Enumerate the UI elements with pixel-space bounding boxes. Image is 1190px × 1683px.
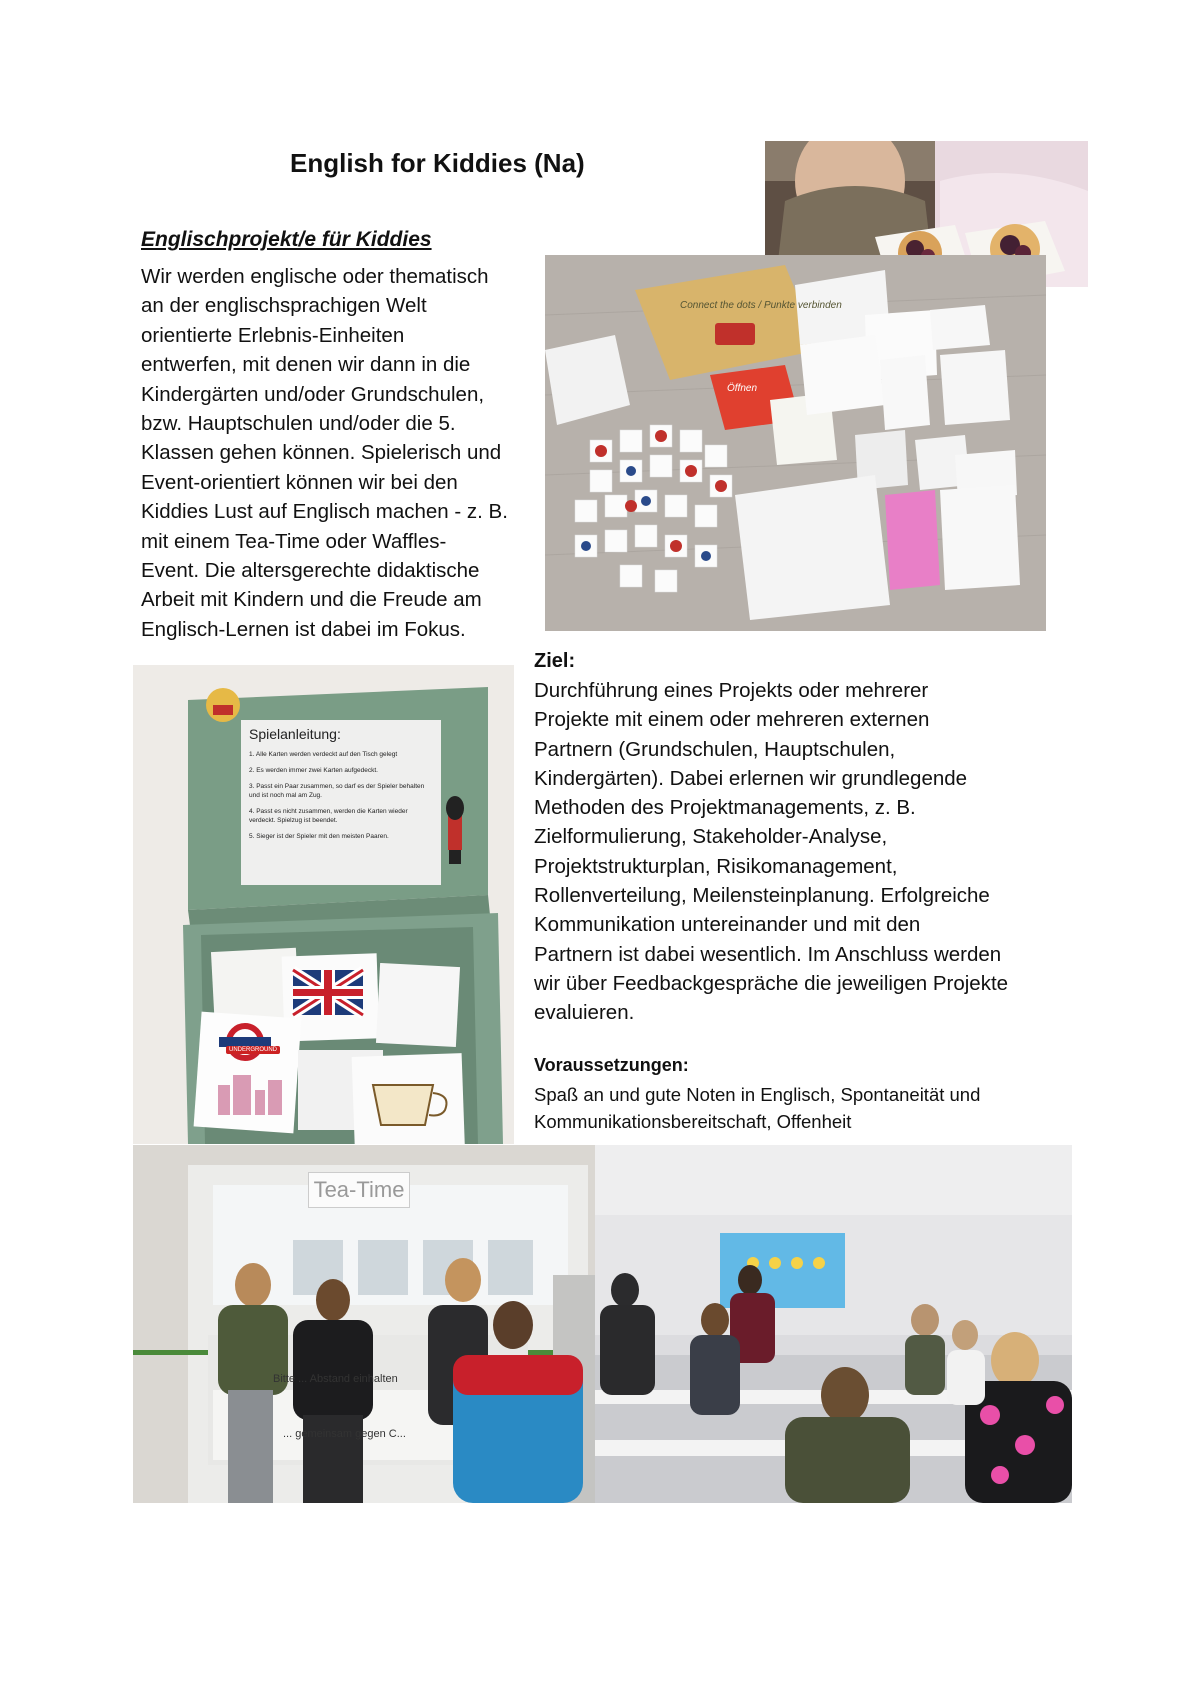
intro-heading: Englischprojekt/e für Kiddies	[141, 228, 432, 251]
intro-line: Wir werden englische oder thematisch	[141, 265, 489, 288]
intro-paragraph	[141, 262, 526, 644]
red-card-label: Öffnen	[727, 383, 758, 394]
rule-item: 5. Sieger ist der Spieler mit den meisten Paaren.	[249, 833, 389, 840]
intro-line: Event. Die altersgerechte didaktische	[141, 559, 480, 583]
tea-time-sign: Tea-Time	[308, 1172, 410, 1208]
ziel-line: Durchführung eines Projekts oder mehrerer	[534, 679, 929, 702]
counter-sign: Bitte ... Abstand einhalten	[273, 1373, 398, 1385]
ziel-line: Zielformulierung, Stakeholder-Analyse,	[534, 825, 888, 849]
photo-cards-on-floor	[545, 255, 1046, 631]
intro-line: orientierte Erlebnis-Einheiten	[141, 323, 405, 347]
intro-line: Arbeit mit Kindern und die Freude am	[141, 588, 482, 612]
rule-item: 2. Es werden immer zwei Karten aufgedeckt.	[249, 767, 378, 774]
voraussetzungen-paragraph	[534, 1081, 1094, 1135]
envelope-label: Connect the dots / Punkte verbinden	[680, 300, 842, 311]
ziel-line: Rollenverteilung, Meilensteinplanung. Erfolgreiche	[534, 884, 990, 908]
rule-item: 4. Passt es nicht zusammen, werden die Karten wieder verdeckt. Spielzug ist beendet.	[249, 808, 408, 824]
page-title: English for Kiddies (Na)	[290, 148, 585, 178]
ziel-line: Kindergärten). Dabei erlernen wir grundlegende	[534, 766, 968, 790]
rule-item: 3. Passt ein Paar zusammen, so darf es der Spieler behalten und ist noch mal am Zug.	[249, 783, 425, 799]
photo-tea-time	[133, 1145, 595, 1503]
underground-label: UNDERGROUND	[226, 1046, 280, 1054]
ziel-line: Methoden des Projektmanagements, z. B.	[534, 796, 916, 820]
rule-item: 1. Alle Karten werden verdeckt auf den Tisch gelegt	[249, 751, 398, 758]
photo-memory-game-box	[133, 665, 514, 1144]
voraussetzungen-line: Kommunikationsbereitschaft, Offenheit	[534, 1111, 852, 1132]
ziel-line: Partnern (Grundschulen, Hauptschulen,	[534, 737, 896, 761]
intro-line: bzw. Hauptschulen und/oder die 5.	[141, 412, 456, 436]
ziel-line: evaluieren.	[534, 1001, 635, 1025]
intro-line: Klassen gehen können. Spielerisch und	[141, 441, 502, 465]
intro-line: entwerfen, mit denen wir dann in die	[141, 353, 471, 377]
ziel-heading: Ziel:	[534, 650, 576, 672]
voraussetzungen-heading: Voraussetzungen:	[534, 1055, 689, 1075]
ziel-line: Projekte mit einem oder mehreren externen	[534, 708, 930, 732]
intro-line: an der englischsprachigen Welt	[141, 294, 427, 318]
game-rules-card	[241, 720, 441, 885]
intro-line: Kiddies Lust auf Englisch machen - z. B.	[141, 500, 508, 524]
ziel-line: Kommunikation untereinander und mit den	[534, 913, 921, 937]
counter-sign: ... gemeinsam gegen C...	[283, 1428, 406, 1440]
intro-line: mit einem Tea-Time oder Waffles-	[141, 529, 447, 553]
intro-line: Event-orientiert können wir bei den	[141, 470, 458, 494]
intro-line: Kindergärten und/oder Grundschulen,	[141, 382, 485, 406]
voraussetzungen-line: Spaß an und gute Noten in Englisch, Spontaneität und	[534, 1084, 981, 1105]
ziel-line: Partnern ist dabei wesentlich. Im Anschluss werden	[534, 942, 1002, 966]
ziel-line: Projektstrukturplan, Risikomanagement,	[534, 854, 898, 878]
ziel-paragraph	[534, 676, 1094, 1028]
rules-heading: Spielanleitung:	[249, 726, 341, 742]
photo-classroom-dance	[595, 1145, 1072, 1503]
intro-line: Englisch-Lernen ist dabei im Fokus.	[141, 617, 466, 641]
ziel-line: wir über Feedbackgespräche die jeweiligen Projekte	[534, 971, 1009, 995]
